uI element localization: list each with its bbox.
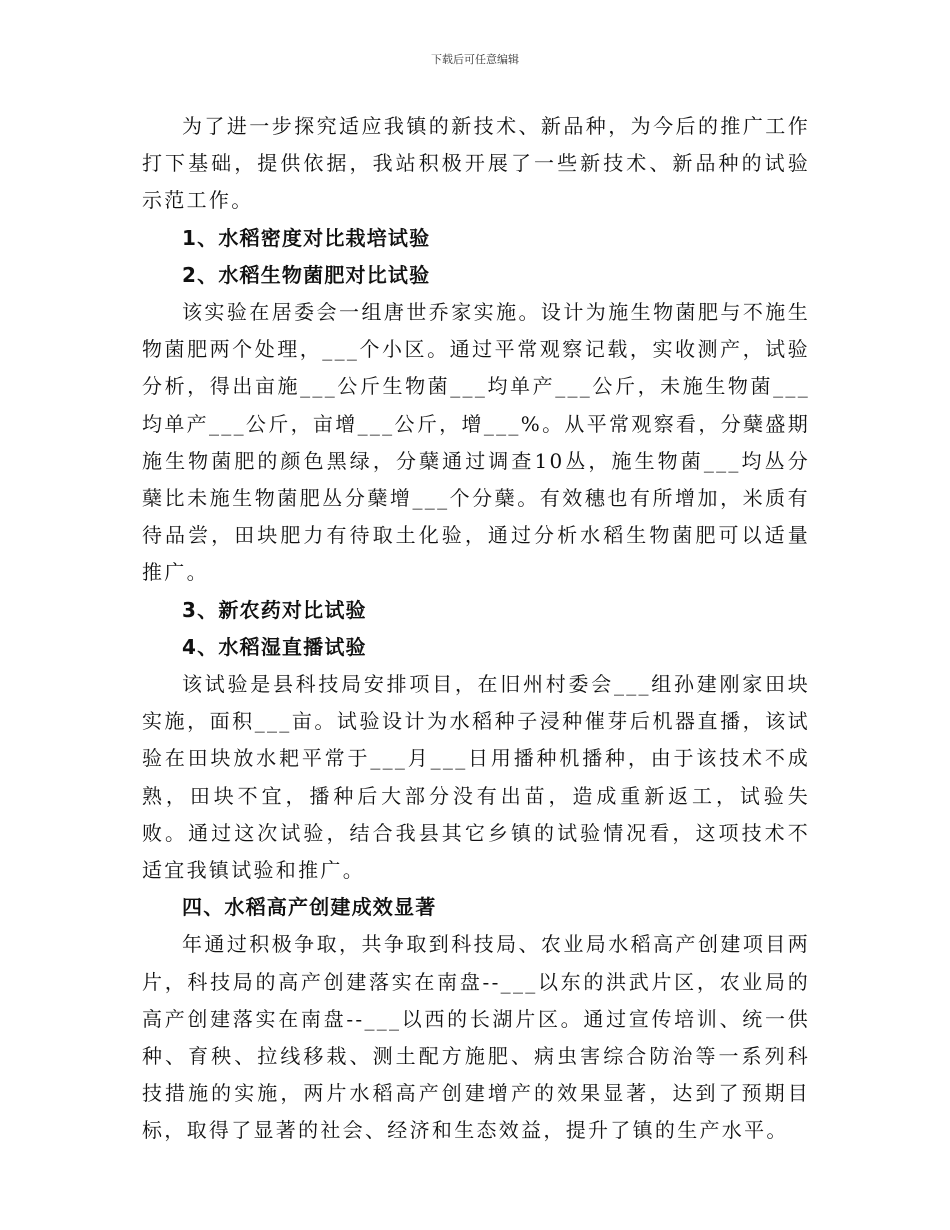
bio-fertilizer-paragraph: 该实验在居委会一组唐世乔家实施。设计为施生物菌肥与不施生物菌肥两个处理，___个小区。通过平常观察记载，实收测产，试验分析，得出亩施___公斤生物菌___均单产___公斤，未施生物菌___均单产___公斤，亩增___公斤，增___%。从平常观察看，分蘖盛期施生物菌肥的颜色黑绿，分蘖通过调查10丛，施生物菌___均丛分蘖比未施生物菌肥丛分蘖增___个分蘖。有效穗也有所增加，米质有待品尝，田块肥力有待取土化验，通过分析水稻生物菌肥可以适量推广。 (142, 300, 810, 585)
heading-rice-density-trial: 1、水稻密度对比栽培试验 (182, 225, 431, 250)
intro-paragraph: 为了进一步探究适应我镇的新技术、新品种，为今后的推广工作打下基础，提供依据，我站积极开展了一些新技术、新品种的试验示范工作。 (142, 114, 810, 213)
heading-bio-fertilizer-trial: 2、水稻生物菌肥对比试验 (182, 262, 431, 287)
heading-high-yield-results: 四、水稻高产创建成效显著 (182, 895, 437, 920)
heading-pesticide-trial: 3、新农药对比试验 (182, 597, 367, 622)
direct-seeding-paragraph: 该试验是县科技局安排项目，在旧州村委会___组孙建刚家田块实施，面积___亩。试验设计为水稻种子浸种催芽后机器直播，该试验在田块放水耙平常于___月___日用播种机播种，由于该技术不成熟，田块不宜，播种后大部分没有出苗，造成重新返工，试验失败。通过这次试验，结合我县其它乡镇的试验情况看，这项技术不适宜我镇试验和推广。 (142, 672, 810, 883)
page-header-note: 下载后可任意编辑 (431, 53, 519, 66)
document-body (142, 108, 810, 1150)
high-yield-paragraph: 年通过积极争取，共争取到科技局、农业局水稻高产创建项目两片，科技局的高产创建落实在南盘--___以东的洪武片区，农业局的高产创建落实在南盘--___以西的长湖片区。通过宣传培训、统一供种、育秧、拉线移栽、测土配方施肥、病虫害综合防治等一系列科技措施的实施，两片水稻高产创建增产的效果显著，达到了预期目标，取得了显著的社会、经济和生态效益，提升了镇的生产水平。 (142, 932, 810, 1143)
heading-direct-seeding-trial: 4、水稻湿直播试验 (182, 634, 367, 659)
